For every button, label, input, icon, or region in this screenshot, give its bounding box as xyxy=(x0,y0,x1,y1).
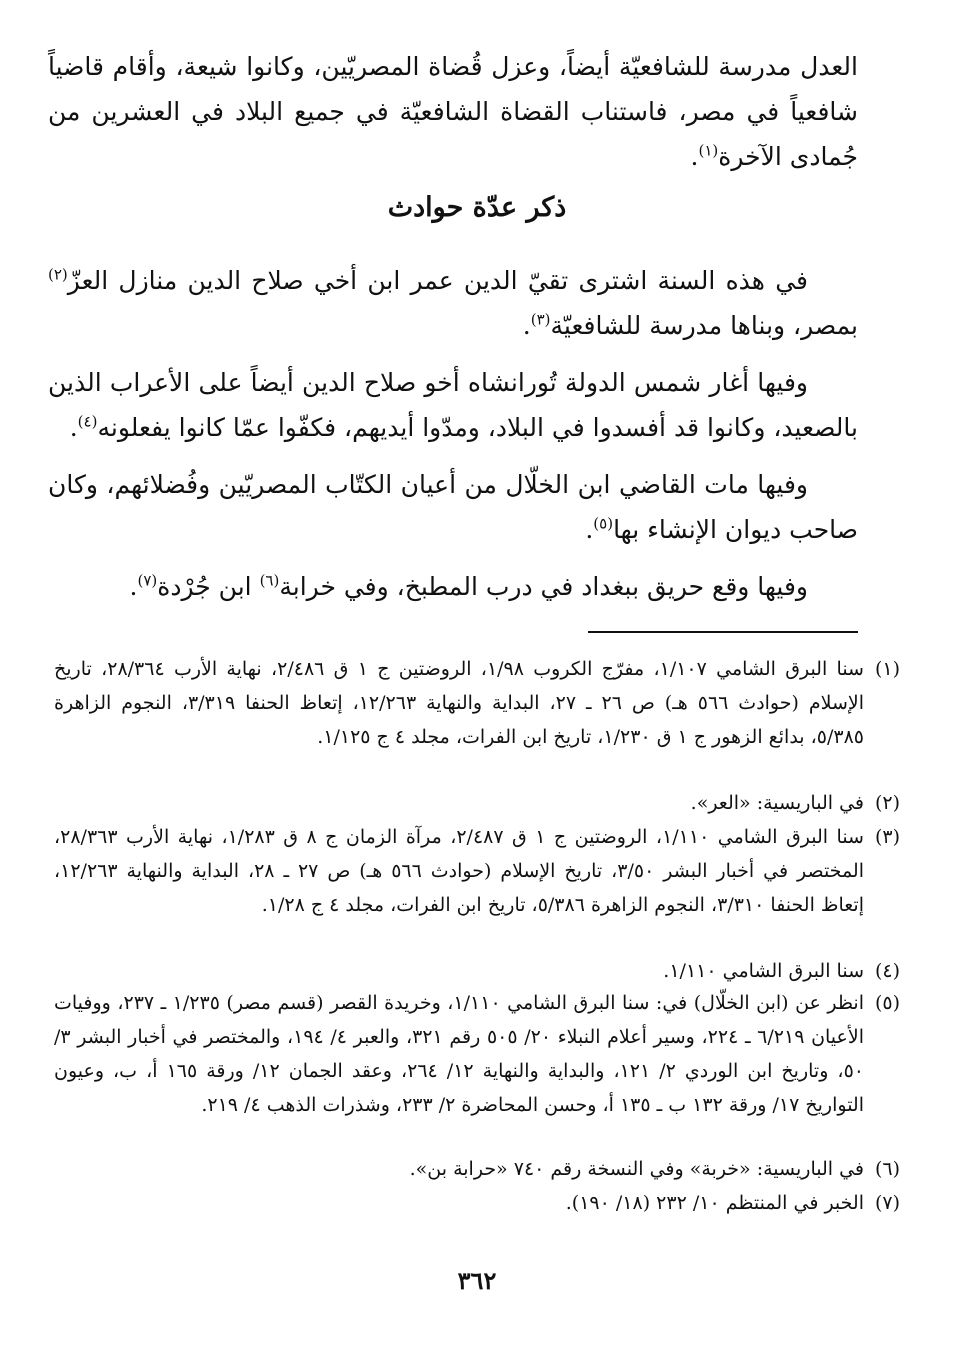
footnote-text: الخبر في المنتظم ١٠/ ٢٣٢ (١٨/ ١٩٠). xyxy=(565,1192,864,1214)
period: . xyxy=(522,311,531,340)
footnote-text: سنا البرق الشامي ١/١١٠، الروضتين ج ١ ق ٢/٤٨٧، مرآة الزمان ج ٨ ق ١/٢٨٣، نهاية الأرب ٢٨/٣٦٣، المختصر في أخبار البشر ٣/٥٠، تاريخ الإسلام (حوادث ٥٦٦ هـ) ص ٢٧ ـ ٢٨، البداية والنهاية ١٢/٢٦٣، إتعاظ الحنفا ٣/٣١٠، النجوم الزاهرة ٥/٣٨٦، تاريخ ابن الفرات، مجلد ٤ ج ١/٢٨. xyxy=(54,826,864,916)
footnote-text: في الباريسية: «العر». xyxy=(690,792,864,814)
paragraph-text: بمصر، وبناها مدرسة للشافعيّة xyxy=(550,311,858,340)
footnote-number: (٢) xyxy=(874,792,900,814)
footnote-ref[interactable]: (٥) xyxy=(593,514,614,533)
period: . xyxy=(129,572,138,601)
footnote-text: سنا البرق الشامي ١/١٠٧، مفرّج الكروب ١/٩٨، الروضتين ج ١ ق ٢/٤٨٦، نهاية الأرب ٢٨/٣٦٤، تاريخ الإسلام (حوادث ٥٦٦ هـ) ص ٢٦ ـ ٢٧، البداية والنهاية ١٢/٢٦٣، إتعاظ الحنفا ٣/٣١٩، النجوم الزاهرة ٥/٣٨٥، بدائع الزهور ج ١ ق ١/٢٣٠، تاريخ ابن الفرات، مجلد ٤ ج ١/١٢٥. xyxy=(54,658,864,748)
footnote-number: (٤) xyxy=(874,960,900,982)
paragraph-text: وفيها مات القاضي ابن الخلّال من أعيان الكتّاب المصريّين وفُضلائهم، وكان صاحب ديوان الإنشاء بها xyxy=(48,470,858,544)
paragraph-purchase xyxy=(48,258,858,348)
footnote-ref[interactable]: (١) xyxy=(698,141,719,160)
footnote-divider xyxy=(588,631,858,633)
footnote-ref[interactable]: (٤) xyxy=(77,412,98,431)
footnote-text: في الباريسية: «خربة» وفي النسخة رقم ٧٤٠ «حرابة بن». xyxy=(409,1158,864,1180)
footnote-number: (١) xyxy=(874,658,900,680)
footnote-ref[interactable]: (٧) xyxy=(137,571,158,590)
footnote-text: سنا البرق الشامي ١/١١٠. xyxy=(663,960,864,982)
footnote-text: انظر عن (ابن الخلّال) في: سنا البرق الشامي ١/١١٠، وخريدة القصر (قسم مصر) ١/٢٣٥ ـ ٢٣٧، ووفيات الأعيان ٦/٢١٩ ـ ٢٢٤، وسير أعلام النبلاء ٢٠/ ٥٠٥ رقم ٣٢١، والعبر ٤/ ١٩٤، والمختصر في أخبار البشر ٣/ ٥٠، وتاريخ ابن الوردي ٢/ ١٢١، والبداية والنهاية ١٢/ ٢٦٤، وعقد الجمان ١٢/ ورقة ١٦٥ أ، ب، وعيون التواريخ ١٧/ ورقة ١٣٢ ب ـ ١٣٥ أ، وحسن المحاضرة ٢/ ٢٣٣، وشذرات الذهب ٤/ ٢١٩. xyxy=(54,992,864,1116)
paragraph-text: ابن جُرْدة xyxy=(157,572,260,601)
footnote-number: (٥) xyxy=(874,992,900,1014)
paragraph-text: في هذه السنة اشترى تقيّ الدين عمر ابن أخي صلاح الدين منازل العزّ xyxy=(67,266,808,295)
paragraph-text: العدل مدرسة للشافعيّة أيضاً، وعزل قُضاة المصريّين، وكانوا شيعة، وأقام قاضياً شافعياً في مصر، فاستناب القضاة الشافعيّة في جميع البلاد في العشرين من جُمادى الآخرة xyxy=(48,52,858,171)
paragraph-text: وفيها وقع حريق ببغداد في درب المطبخ، وفي خرابة xyxy=(279,572,808,601)
paragraph-text: وفيها أغار شمس الدولة تُورانشاه أخو صلاح الدين أيضاً على الأعراب الذين بالصعيد، وكانوا قد أفسدوا في البلاد، ومدّوا أيديهم، فكفّوا عمّا كانوا يفعلونه xyxy=(48,368,858,442)
footnote-number: (٧) xyxy=(874,1192,900,1214)
paragraph-raid xyxy=(48,360,858,450)
period: . xyxy=(69,413,78,442)
page-number: ٣٦٢ xyxy=(457,1266,497,1295)
footnote-number: (٣) xyxy=(874,826,900,848)
footnote-ref[interactable]: (٣) xyxy=(530,310,551,329)
period: . xyxy=(585,515,594,544)
paragraph-fire xyxy=(48,564,858,609)
section-heading: ذكر عدّة حوادث xyxy=(387,192,567,223)
period: . xyxy=(690,142,699,171)
paragraph-death xyxy=(48,462,858,552)
footnote-ref[interactable]: (٦) xyxy=(259,571,280,590)
footnote-ref[interactable]: (٢) xyxy=(48,265,68,284)
footnote-number: (٦) xyxy=(874,1158,900,1180)
paragraph-continued xyxy=(48,44,858,179)
